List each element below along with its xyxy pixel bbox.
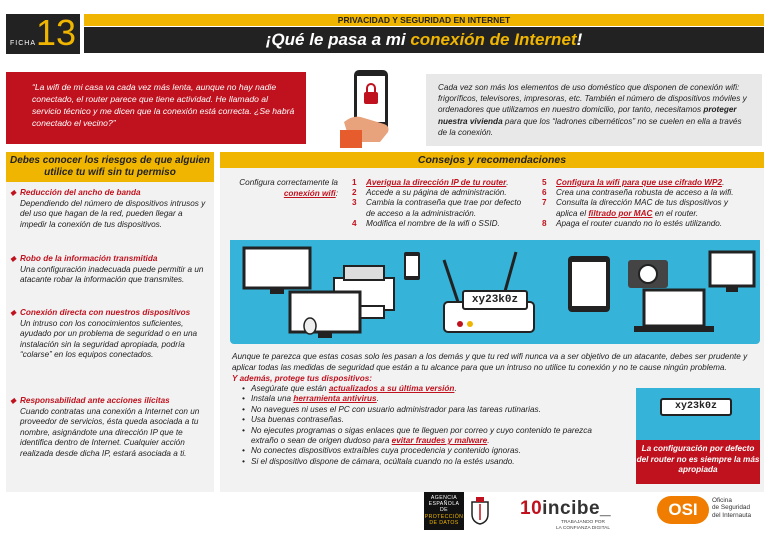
page-title	[84, 27, 764, 53]
step-text: en el router.	[652, 208, 699, 218]
risk-body: Dependiendo del número de dispositivos intrusos y del uso que hagan de la red, pueden llegar a impedir la conexión de tus dispositivos.	[20, 198, 206, 229]
header	[0, 0, 768, 58]
osi-line: Oficina	[712, 497, 732, 504]
section-label: PRIVACIDAD Y SEGURIDAD EN INTERNET	[337, 15, 511, 25]
incibe-logo	[520, 498, 611, 520]
risk-title: Responsabilidad ante acciones ilícitas	[20, 396, 170, 405]
diamond-bullet-icon: ◆	[10, 188, 17, 197]
incibe-tagline	[556, 520, 610, 531]
aepd-logo	[424, 492, 464, 530]
risk-body: Cuando contratas una conexión a Internet con un proveedor de servicios, ésta queda asociada a tu nombre, asignándote una dirección IP que te identifica dentro de Internet. Cualquier acción realizada desde dicha IP, estará asociada a ti.	[20, 406, 200, 458]
step-number: 5	[542, 178, 547, 187]
computer-monitor-icon	[290, 292, 360, 338]
list-item	[242, 394, 612, 404]
title-highlight: conexión de Internet	[410, 30, 577, 49]
tips-list	[242, 384, 612, 467]
tip-link[interactable]: evitar fraudes y malware	[391, 436, 488, 446]
ficha-badge	[6, 14, 80, 54]
ficha-number: 13	[36, 12, 77, 53]
risk-body: Un intruso con los conocimientos suficientes, ayudado por un problema de seguridad o en una instalación sin la seguridad apropiada, podría “colarse” en los equipos conectados.	[20, 318, 198, 360]
risk-title: Conexión directa con nuestros dispositivos	[20, 308, 191, 317]
tv-icon	[710, 252, 754, 292]
config-intro-text: Configura correctamente la	[239, 178, 338, 187]
aepd-line: ESPAÑOLA DE	[428, 501, 460, 514]
phone-lock-illustration	[340, 64, 420, 148]
tip-link[interactable]: herramienta antivirus	[293, 394, 377, 404]
incibe-name: incibe_	[542, 498, 612, 519]
diamond-bullet-icon: ◆	[10, 396, 17, 405]
list-item	[242, 384, 612, 394]
step-item	[352, 198, 528, 218]
intro-part2: para que los “ladrones cibernéticos” no se cuelen en ella a través de la conexión.	[438, 116, 742, 137]
risk-body: Una configuración inadecuada puede permitir a un atacante robar la información que transmites.	[20, 264, 204, 285]
osi-line: de Seguridad	[712, 504, 751, 512]
osi-text	[712, 497, 751, 519]
incibe-ten: 10	[520, 498, 543, 519]
step-text: .	[722, 178, 725, 187]
user-quote	[6, 72, 306, 144]
risk-title: Robo de la información transmitida	[20, 254, 158, 263]
tip-text: Usa buenas contraseñas.	[251, 415, 344, 425]
tip-text: .	[454, 384, 457, 393]
bullet-icon: •	[242, 456, 245, 466]
step-number: 4	[352, 218, 357, 228]
step-text: .	[506, 178, 509, 187]
list-item	[242, 426, 612, 447]
step-number: 6	[542, 188, 547, 198]
step-item	[352, 219, 528, 229]
coat-of-arms-icon	[470, 496, 490, 526]
tip-text: .	[487, 436, 490, 446]
config-link[interactable]: conexión wifi	[283, 188, 336, 198]
list-item	[242, 405, 612, 415]
tip-text: Instala una	[251, 394, 294, 404]
bullet-icon: •	[242, 415, 245, 425]
osi-line: del Internauta	[712, 511, 752, 519]
step-link[interactable]: Configura la wifi para que use cifrado WP2	[556, 178, 723, 187]
smartphone-icon	[404, 252, 420, 280]
ssid-label: xy23k0z	[660, 398, 732, 416]
aepd-line: AGENCIA	[430, 495, 458, 501]
step-number: 8	[542, 218, 547, 228]
config-intro	[234, 178, 338, 199]
quote-text: “La wifi de mi casa va cada vez más lenta, aunque no hay nadie conectado, el router parece que tiene actividad. He llamado al servicio técnico y me dicen que la conexión está correcta. ¿Se habrá conectado el vecino?”	[32, 82, 295, 128]
risk-item	[10, 308, 210, 361]
step-item	[542, 219, 734, 229]
list-item	[242, 415, 612, 425]
step-item	[542, 198, 734, 218]
steps-list-2	[542, 178, 734, 229]
step-number: 2	[352, 188, 357, 198]
ssid-label: xy23k0z	[462, 290, 528, 310]
step-number: 3	[352, 198, 357, 208]
advice-panel	[220, 152, 764, 492]
config-colon: :	[335, 188, 338, 198]
ficha-word: FICHA	[10, 40, 36, 47]
intro-bold: proteger nuestra vivienda	[438, 105, 737, 126]
step-text: Crea una contraseña robusta de acceso a la wifi.	[556, 188, 734, 198]
router-caption: La configuración por defecto del router no es siempre la más apropiada	[636, 440, 760, 484]
lock-icon	[364, 92, 378, 104]
tablet-icon	[568, 256, 610, 312]
tip-text: Si el dispositivo dispone de cámara, ocúltala cuando no la estés usando.	[251, 456, 515, 466]
title-suffix: !	[576, 30, 583, 49]
risk-item	[10, 254, 210, 286]
tv-icon	[244, 248, 310, 294]
tip-text: No ejecutes programas o sigas enlaces que te lleguen por correo y cuyo contenido te parezca extraño o sean de origen dudoso para	[251, 425, 592, 446]
step-text: Consulta la dirección MAC de tus dispositivos y aplica el	[556, 198, 729, 218]
list-item	[242, 446, 612, 456]
step-text: Accede a su página de administración.	[366, 188, 507, 198]
bullet-icon: •	[242, 384, 245, 393]
tip-text: No navegues ni uses el PC con usuario administrador para las tareas rutinarias.	[251, 404, 541, 414]
step-number: 7	[542, 198, 547, 208]
camera-icon	[628, 260, 668, 288]
aepd-line: PROTECCIÓN	[424, 513, 464, 520]
devices-illustration	[230, 240, 760, 344]
intro-part1: Cada vez son más los elementos de uso doméstico que disponen de conexión wifi: frigoríficos, televisores, impresoras, etc. También el número de dispositivos móviles y ordenadores que utilizamos en nuestro domicilio, por tanto, necesitamos	[438, 83, 747, 115]
step-link[interactable]: Averigua la dirección IP de tu router	[366, 178, 507, 187]
footer-logos	[0, 492, 768, 543]
steps-list-1	[352, 178, 528, 229]
incibe-tag-line: LA CONFIANZA DIGITAL	[556, 525, 611, 531]
incibe-tag-line: TRABAJANDO POR	[561, 520, 605, 525]
tip-text: .	[376, 394, 379, 404]
bullet-icon: •	[242, 425, 245, 435]
diamond-bullet-icon: ◆	[10, 254, 17, 263]
bullet-icon: •	[242, 446, 245, 456]
bullet-icon: •	[242, 404, 245, 414]
advice-title: Consejos y recomendaciones	[220, 152, 764, 168]
risk-title: Reducción del ancho de banda	[20, 188, 141, 197]
step-link[interactable]: filtrado por MAC	[588, 208, 653, 218]
aepd-line: DE DATOS	[429, 519, 459, 526]
diamond-bullet-icon: ◆	[10, 308, 17, 317]
protect-heading: Y además, protege tus dispositivos:	[232, 373, 372, 383]
laptop-icon	[634, 290, 714, 332]
step-item	[352, 178, 528, 188]
list-item	[242, 457, 612, 467]
router-illustration	[636, 388, 760, 440]
risk-item	[10, 188, 210, 230]
risks-panel	[6, 152, 214, 492]
risks-title: Debes conocer los riesgos de que alguien utilice tu wifi sin tu permiso	[6, 152, 214, 182]
advice-warning	[232, 352, 760, 384]
step-number: 1	[352, 178, 357, 187]
step-item	[542, 178, 734, 188]
risk-item	[10, 396, 210, 460]
tip-text: No conectes dispositivos extraíbles cuya procedencia y contenido ignoras.	[251, 446, 521, 456]
step-item	[352, 188, 528, 198]
osi-logo: OSI	[657, 496, 709, 524]
title-prefix: ¡Qué le pasa a mi	[265, 30, 411, 49]
router-default-warning	[636, 388, 760, 484]
tip-text: Asegúrate que están	[251, 384, 329, 393]
warning-text: Aunque te parezca que estas cosas solo les pasan a los demás y que tu red wifi nunca va a ser objetivo de un atacante, debes ser prudente y aplicar todas las medidas de seguridad que están a tu alcance para que un intruso no utilice tu conexión y no te cause ningún problema.	[232, 352, 748, 372]
bullet-icon: •	[242, 394, 245, 404]
tip-link[interactable]: actualizados a su última versión	[328, 384, 455, 393]
step-text: Apaga el router cuando no lo estés utilizando.	[556, 218, 723, 228]
step-item	[542, 188, 734, 198]
step-text: Modifica el nombre de la wifi o SSID.	[366, 218, 500, 228]
intro-text	[426, 74, 762, 146]
step-text: Cambia la contraseña que trae por defecto de acceso a la administración.	[366, 198, 522, 218]
